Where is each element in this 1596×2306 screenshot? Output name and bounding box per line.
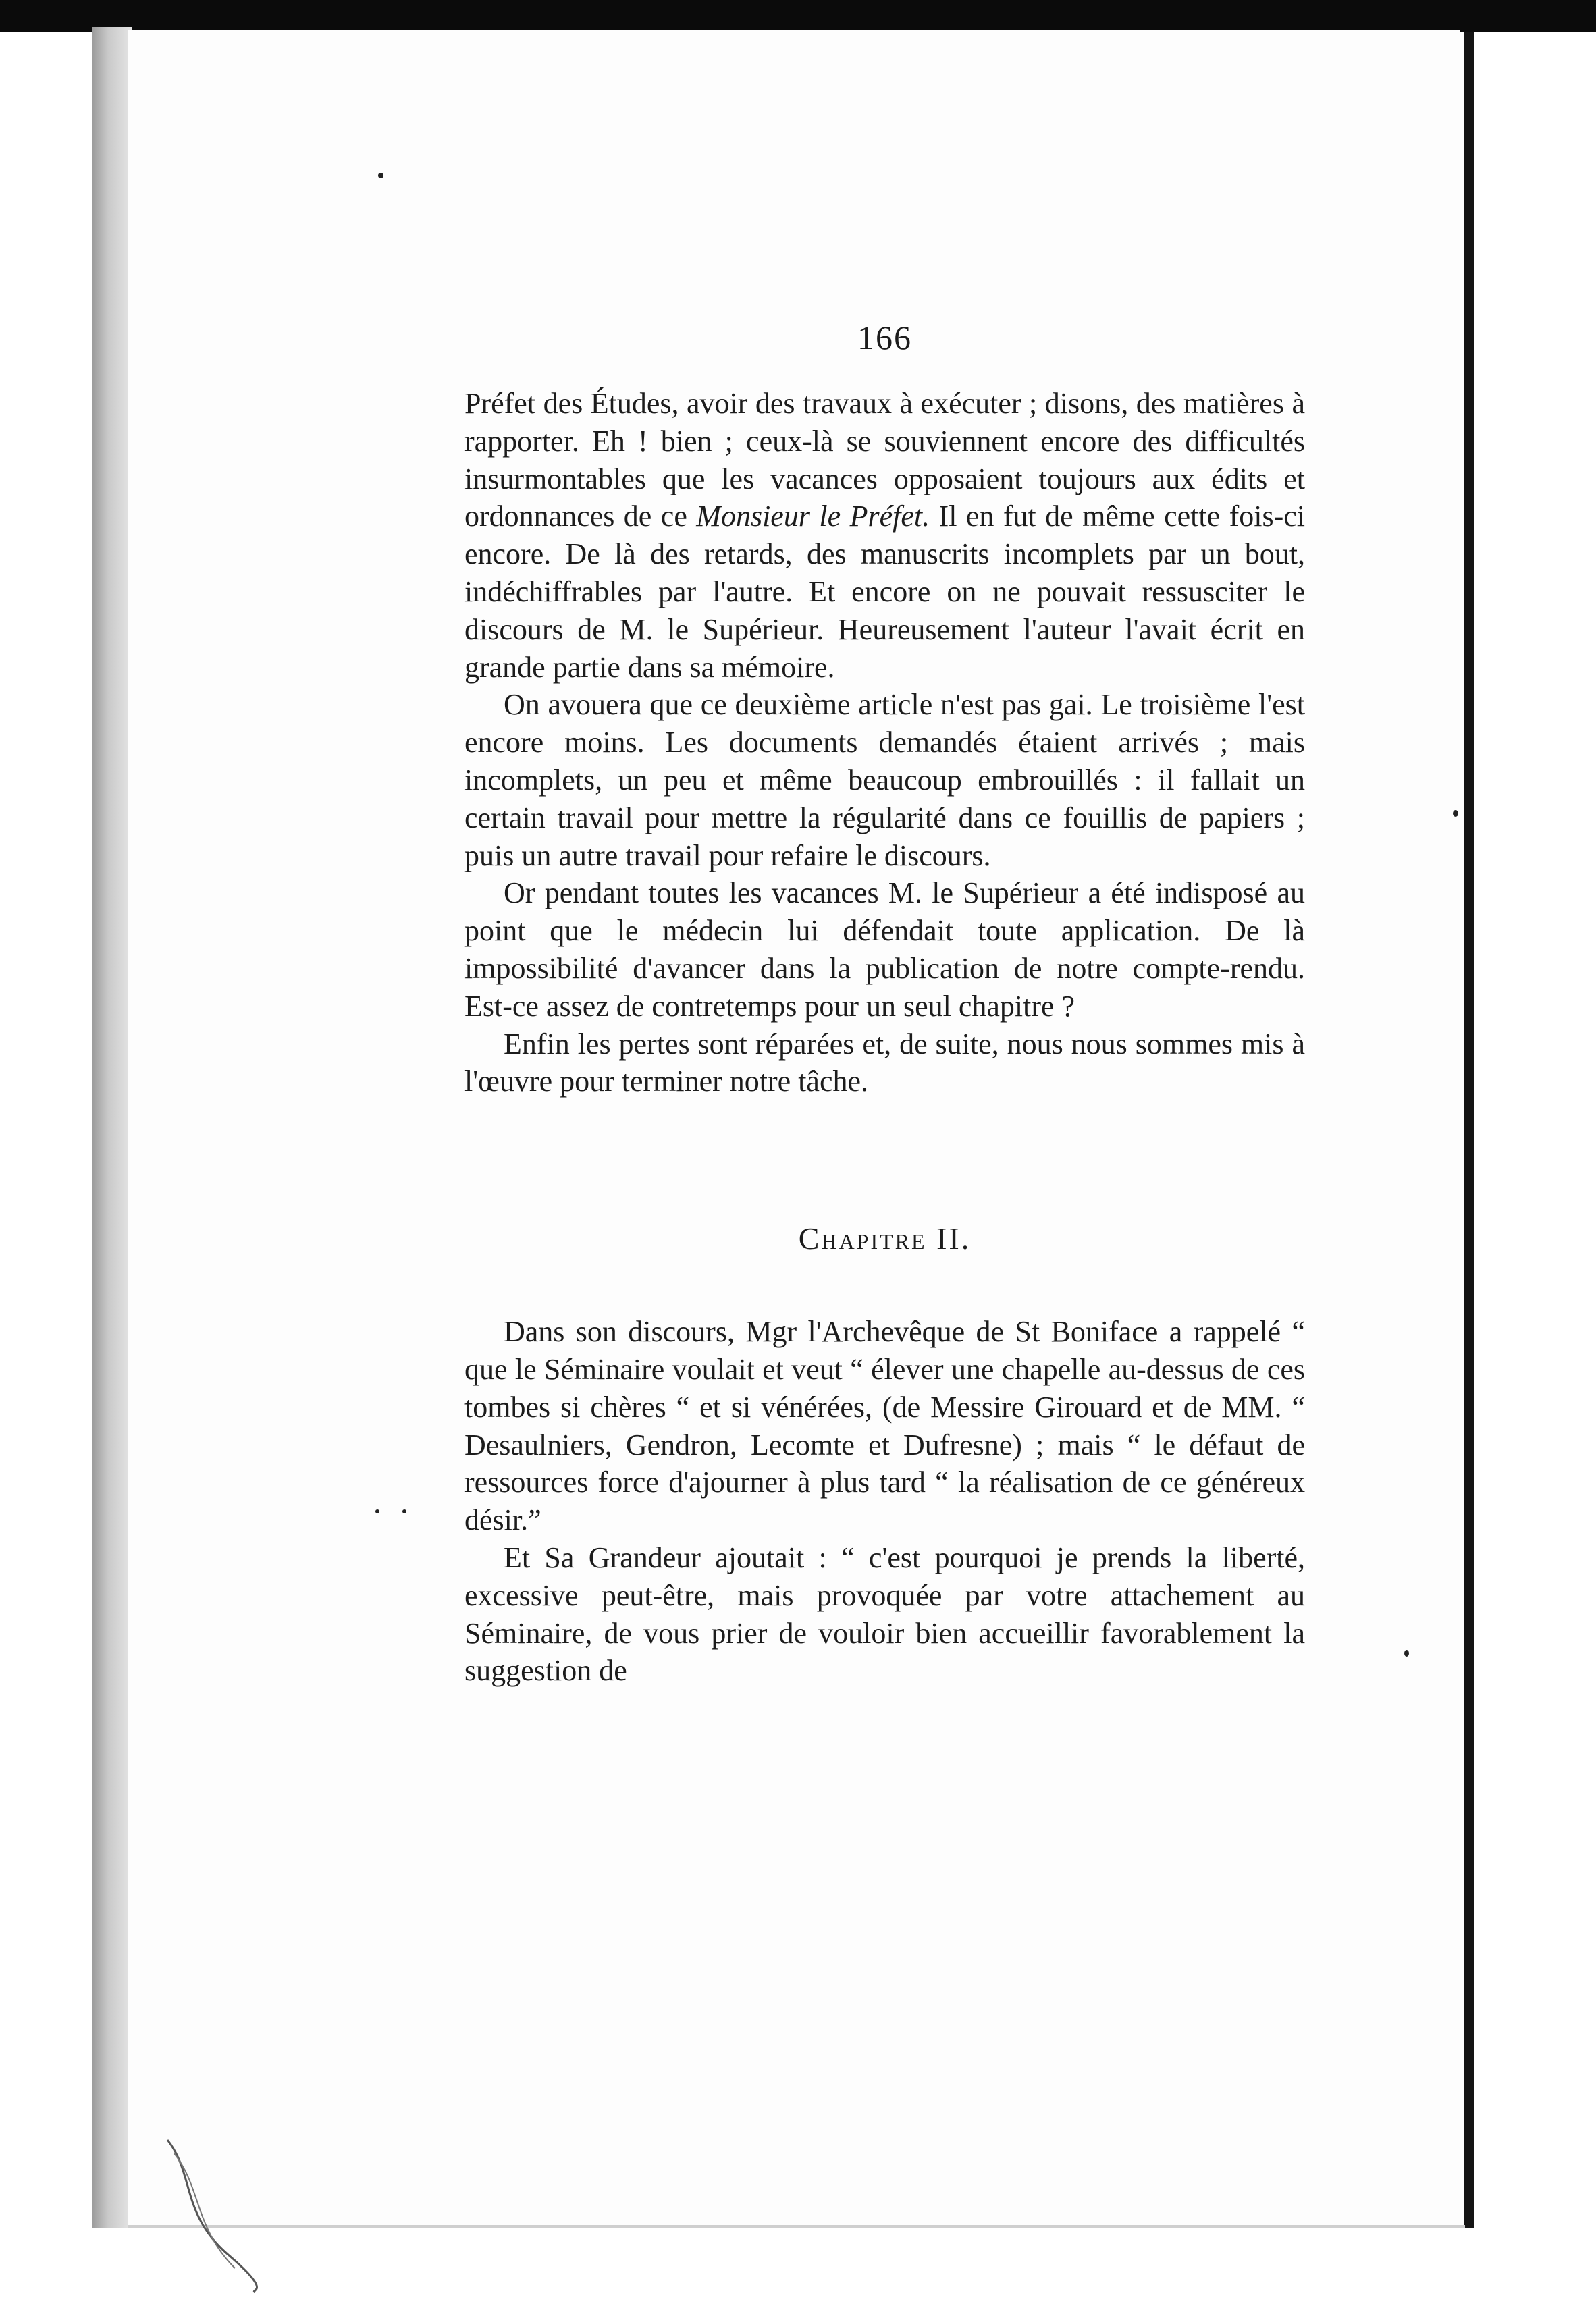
section-before-chapter — [464, 385, 1305, 1100]
section-after-chapter — [464, 1313, 1305, 1690]
text-run: Il en fut de même cette fois-ci encore. De là des retards, des manuscrits incomplets par un bout, indéchiffrables par l'autre. Et encore on ne pouvait ressusciter le discours de M. le Supérieur. Heureusement l'auteur l'avait écrit en grande partie dans sa mémoire. — [464, 500, 1305, 684]
dust-speck — [402, 1509, 406, 1513]
paragraph — [464, 686, 1305, 874]
paragraph — [464, 1313, 1305, 1539]
book-page-edge — [92, 27, 132, 2228]
text-run: Or pendant toutes les vacances M. le Supérieur a été indisposé au point que le médecin lui défendait toute application. De là impossibilité d'avancer dans la publication de notre compte-rendu. Est-ce assez de contretemps pour un seul chapitre ? — [464, 876, 1305, 1023]
text-run: On avouera que ce deuxième article n'est pas gai. Le troisième l'est encore moins. Les documents demandés étaient arrivés ; mais incomplets, un peu et même beaucoup embrouillés : il fallait un certain travail pour mettre la régularité dans ce fouillis de papiers ; puis un autre travail pour refaire le discours. — [464, 688, 1305, 872]
text-run: Préfet des Études, avoir des travaux à exécuter ; disons, des matières à rapporter. Eh ! bien ; ceux-là se souviennent encore des difficultés insurmontables que les vacances opposaient toujours aux édits et ordonnances de ce — [464, 387, 1305, 533]
dust-speck — [1453, 810, 1458, 817]
body-text-block — [464, 317, 1305, 1690]
chapter-heading: Chapitre II. — [798, 1221, 972, 1256]
italic-text: Monsieur le Préfet. — [696, 500, 930, 533]
text-run: Enfin les pertes sont réparées et, de suite, nous nous sommes mis à l'œuvre pour terminer notre tâche. — [464, 1027, 1305, 1098]
fiber-scratch-mark — [154, 2133, 262, 2295]
paragraph — [464, 385, 1305, 686]
dust-speck — [378, 173, 383, 178]
page-bottom-edge — [128, 2225, 1465, 2228]
paragraph — [464, 874, 1305, 1025]
text-run: Et Sa Grandeur ajoutait : “ c'est pourquoi je prends la liberté, excessive peut-être, mais provoquée par votre attachement au Séminaire, de vous prier de vouloir bien accueillir favorablement la suggestion de — [464, 1540, 1305, 1688]
scan-right-margin — [1474, 32, 1596, 2306]
text-run: Dans son discours, Mgr l'Archevêque de St Boniface a rappelé “ que le Séminaire voulait et veut “ élever une chapelle au-dessus de ces tombes si chères “ et si vénérées, (de Messire Girouard et de MM. “ Desaulniers, Gendron, Lecomte et Dufresne) ; mais “ le défaut de ressources force d'ajourner à plus tard “ la réalisation de ce généreux désir.” — [464, 1315, 1305, 1537]
paragraph — [464, 1539, 1305, 1690]
page-number: 166 — [857, 319, 912, 356]
dust-speck — [375, 1509, 379, 1513]
dust-speck — [1404, 1650, 1409, 1657]
paragraph — [464, 1025, 1305, 1101]
scan-right-border — [1464, 32, 1474, 2260]
scan-top-border — [0, 0, 1596, 32]
